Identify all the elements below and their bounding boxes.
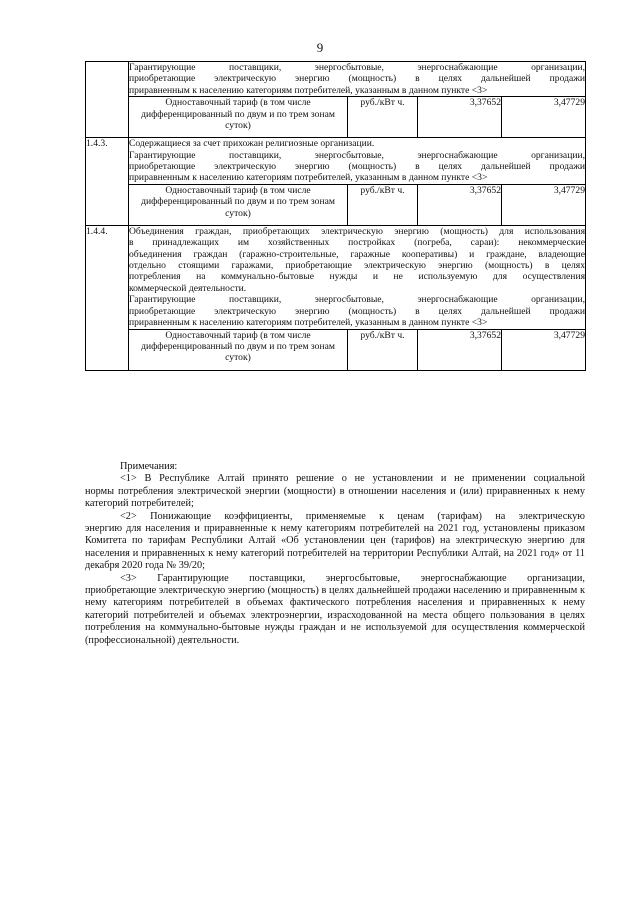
description-line: коммерческой деятельности. [129,282,247,294]
description-line: приобретающие электрическую энергию (мощность) в целях дальнейшей продажи [129,73,585,85]
description-line: потребления на коммунально-бытовые нужды и не используемую для осуществления [129,271,585,283]
description-line: Гарантирующие поставщики, энергосбытовые, энергоснабжающие организации, [129,149,585,161]
description-line: отдельно стоящими гаражами, приобретающие электрическую энергию (мощность) в целях [129,260,585,272]
table-row-description [86,62,586,97]
description-line: приравненным к населению категориям потребителей, указанным в данном пункте <3> [129,317,488,329]
row-description [129,138,586,185]
tariff-name: Одноставочный тариф (в том числе дифференцированный по двум и по трем зонам суток) [129,97,348,138]
description-line: приравненным к населению категориям потребителей, указанным в данном пункте <3> [129,84,488,96]
value-2020: 3,37652 [418,97,502,138]
description-line: Содержащиеся за счет прихожан религиозные организации. [129,138,375,150]
note-continuation: приобретающие электрическую энергию (мощность) в целях дальнейшей продажи населению и приравненным к нему категориям потребителей в объемах фактического потребления населения и приравненных к нему категорий потребителей и объемах электроэнергии, израсходованной на места общего пользования в целях потребления на коммунально-бытовые нужды граждан и не используемой для осуществления коммерческой (профессиональной) деятельности. [85,585,585,646]
page-number: 9 [316,40,324,55]
unit-cell: руб./кВт ч. [348,329,418,370]
note-first-line: <1> В Республике Алтай принято решение о не установлении и не применении социальной [120,473,585,485]
table-row-description [86,138,586,185]
description-line: в принадлежащих им хозяйственных постройках (погреба, сараи): некоммерческие [129,237,585,249]
note-first-line: <3> Гарантирующие поставщики, энергосбытовые, энергоснабжающие организации, [120,572,585,584]
table-row-description [86,225,586,329]
row-number [86,62,129,138]
row-number: 1.4.4. [86,225,129,370]
tariff-table [85,61,586,371]
row-number: 1.4.3. [86,138,129,226]
row-description [129,225,586,329]
note-item [85,473,585,510]
unit-cell: руб./кВт ч. [348,184,418,225]
table-row-tariff [86,97,586,138]
value-2020: 3,37652 [418,329,502,370]
description-line: приравненным к населению категориям потребителей, указанным в данном пункте <3> [129,172,488,184]
description-line: Объединения граждан, приобретающих электрическую энергию (мощность) для использования [129,225,585,237]
table-row-tariff [86,184,586,225]
value-2020: 3,37652 [418,184,502,225]
note-item [85,510,585,573]
row-description [129,62,586,97]
description-line: объединения граждан (гаражно-строительные, гаражные кооперативы) и граждане, владеющие [129,248,585,260]
description-line: Гарантирующие поставщики, энергосбытовые, энергоснабжающие организации, [129,62,585,73]
value-2021: 3,47729 [502,184,586,225]
value-2021: 3,47729 [502,329,586,370]
note-item [85,572,585,647]
tariff-name: Одноставочный тариф (в том числе дифференцированный по двум и по трем зонам суток) [129,184,348,225]
description-line: приобретающие электрическую энергию (мощность) в целях дальнейшей продажи [129,305,585,317]
tariff-name: Одноставочный тариф (в том числе дифференцированный по двум и по трем зонам суток) [129,329,348,370]
notes-title: Примечания: [120,461,178,472]
description-line: приобретающие электрическую энергию (мощность) в целях дальнейшей продажи [129,161,585,173]
description-line: Гарантирующие поставщики, энергосбытовые, энергоснабжающие организации, [129,294,585,306]
notes-section [85,461,585,647]
note-continuation: нормы потребления электрической энергии (мощности) в отношении населения и (или) приравненных к нему категорий потребителей; [85,485,585,510]
value-2021: 3,47729 [502,97,586,138]
unit-cell: руб./кВт ч. [348,97,418,138]
note-first-line: <2> Понижающие коэффициенты, применяемые к ценам (тарифам) на электрическую [120,510,585,522]
note-continuation: энергию для населения и приравненные к нему категориям потребителей на 2021 год, установлены приказом Комитета по тарифам Республики Алтай «Об установлении цен (тарифов) на электрическую энергию для населения и приравненных к нему категорий потребителей на территории Республики Алтай, на 2021 год» от 11 декабря 2020 года № 39/20; [85,523,585,572]
table-row-tariff [86,329,586,370]
